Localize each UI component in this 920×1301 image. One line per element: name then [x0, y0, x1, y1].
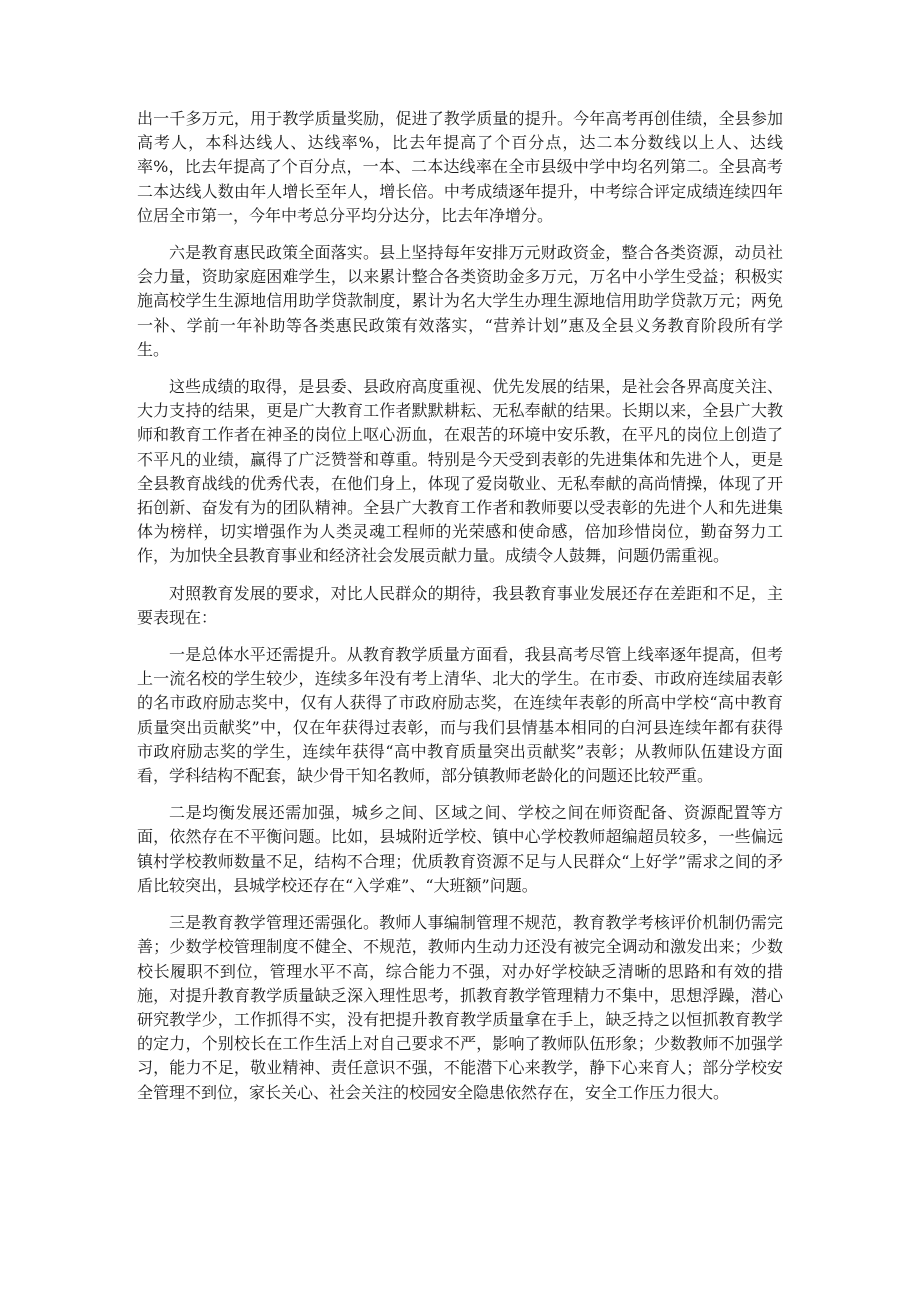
paragraph-1: 出一千多万元，用于教学质量奖励，促进了教学质量的提升。今年高考再创佳绩，全县参加高考人，本科达线人、达线率%，比去年提高了个百分点，达二本分数线以上人、达线率%，比去年提高了个百分点，一本、二本达线率在全市县级中学中均名列第二。全县高考二本达线人数由年人增长至年人，增长倍。中考成绩逐年提升，中考综合评定成绩连续四年位居全市第一，今年中考总分平均分达分，比去年净增分。	[137, 109, 783, 225]
document-page	[137, 107, 783, 1118]
paragraph-3: 这些成绩的取得，是县委、县政府高度重视、优先发展的结果，是社会各界高度关注、大力支持的结果，更是广大教育工作者默默耕耘、无私奉献的结果。长期以来，全县广大教师和教育工作者在神圣的岗位上呕心沥血，在艰苦的环境中安乐教，在平凡的岗位上创造了不平凡的业绩，赢得了广泛赞誉和尊重。特别是今天受到表彰的先进集体和先进个人，更是全县教育战线的优秀代表，在他们身上，体现了爱岗敬业、无私奉献的高尚情操，体现了开拓创新、奋发有为的团队精神。全县广大教育工作者和教师要以受表彰的先进个人和先进集体为榜样，切实增强作为人类灵魂工程师的光荣感和使命感，倍加珍惜岗位，勤奋努力工作，为加快全县教育事业和经济社会发展贡献力量。成绩令人鼓舞，问题仍需重视。	[137, 377, 783, 566]
paragraph-4: 对照教育发展的要求，对比人民群众的期待，我县教育事业发展还存在差距和不足，主要表现在：	[137, 583, 783, 627]
paragraph-2: 六是教育惠民政策全面落实。县上坚持每年安排万元财政资金，整合各类资源，动员社会力量，资助家庭困难学生，以来累计整合各类资助金多万元，万名中小学生受益；积极实施高校学生生源地信用助学贷款制度，累计为名大学生办理生源地信用助学贷款万元；两免一补、学前一年补助等各类惠民政策有效落实，“营养计划”惠及全县义务教育阶段所有学生。	[137, 243, 783, 359]
paragraph-7: 三是教育教学管理还需强化。教师人事编制管理不规范，教育教学考核评价机制仍需完善；少数学校管理制度不健全、不规范，教师内生动力还没有被完全调动和激发出来；少数校长履职不到位，管理水平不高，综合能力不强，对办好学校缺乏清晰的思路和有效的措施，对提升教育教学质量缺乏深入理性思考，抓教育教学管理精力不集中，思想浮躁，潜心研究教学少，工作抓得不实，没有把提升教育教学质量拿在手上，缺乏持之以恒抓教育教学的定力，个别校长在工作生活上对自己要求不严，影响了教师队伍形象；少数教师不加强学习，能力不足，敬业精神、责任意识不强，不能潜下心来教学，静下心来育人；部分学校安全管理不到位，家长关心、社会关注的校园安全隐患依然存在，安全工作压力很大。	[137, 913, 783, 1102]
paragraph-5: 一是总体水平还需提升。从教育教学质量方面看，我县高考尽管上线率逐年提高，但考上一流名校的学生较少，连续多年没有考上清华、北大的学生。在市委、市政府连续届表彰的名市政府励志奖中，仅有人获得了市政府励志奖，在连续年表彰的所高中学校“高中教育质量突出贡献奖”中，仅在年获得过表彰，而与我们县情基本相同的白河县连续年都有获得市政府励志奖的学生，连续年获得“高中教育质量突出贡献奖”表彰；从教师队伍建设方面看，学科结构不配套，缺少骨干知名教师，部分镇教师老龄化的问题还比较严重。	[137, 645, 783, 786]
paragraph-6: 二是均衡发展还需加强，城乡之间、区域之间、学校之间在师资配备、资源配置等方面，依然存在不平衡问题。比如，县城附近学校、镇中心学校教师超编超员较多，一些偏远镇村学校教师数量不足，结构不合理；优质教育资源不足与人民群众“上好学”需求之间的矛盾比较突出，县城学校还存在“入学难”、“大班额”问题。	[137, 803, 783, 895]
